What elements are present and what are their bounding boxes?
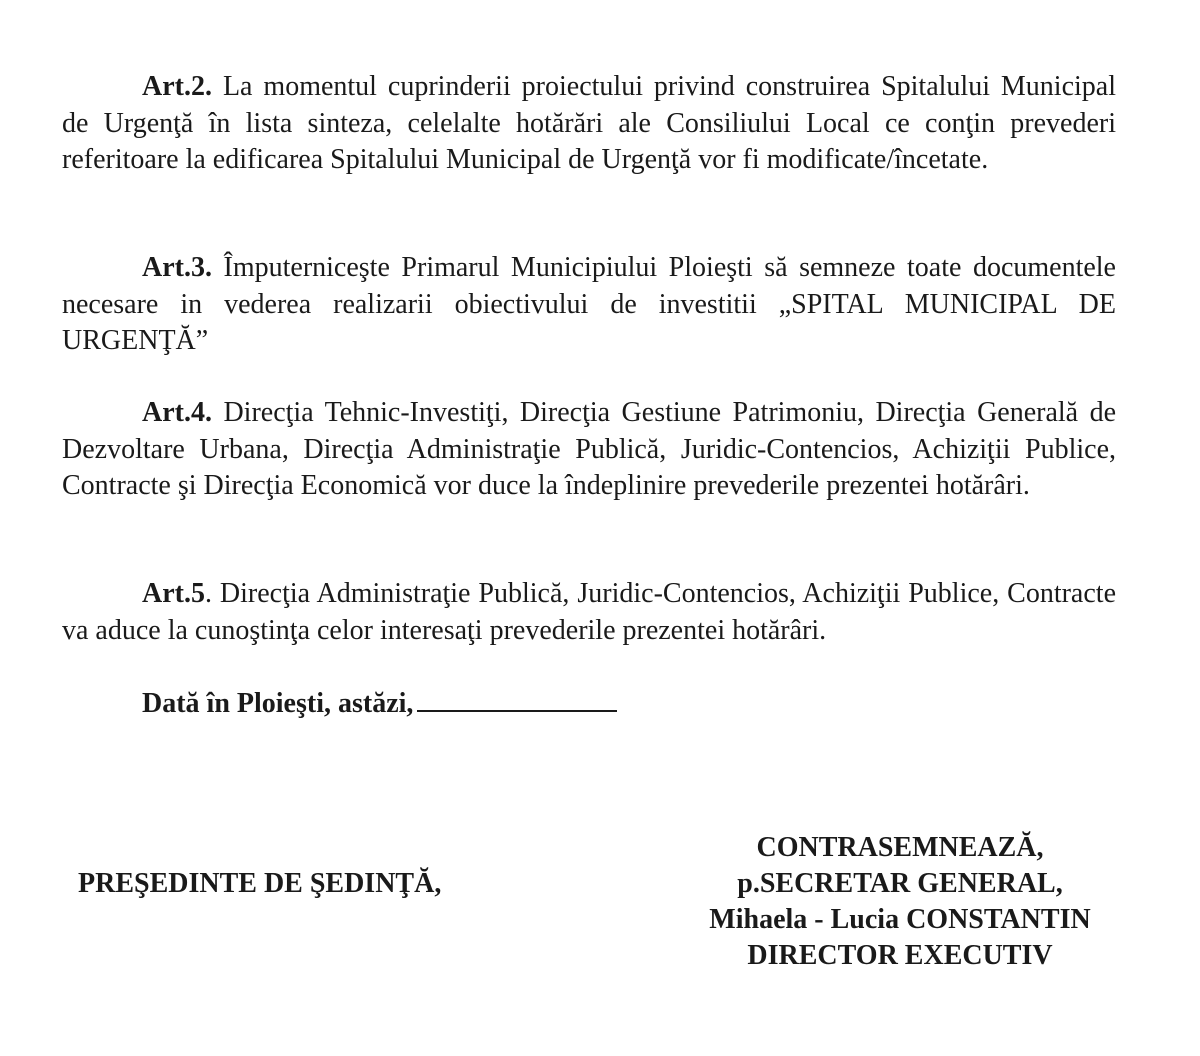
signatory-role: DIRECTOR EXECUTIV xyxy=(747,940,1053,971)
article-4-text: Direcţia Tehnic-Investiţi, Direcţia Gestiune Patrimoniu, Direcţia Generală de Dezvoltare Urbana, Direcţia Administraţie Publică, Juridic-Contencios, Achiziţii Publice, Contracte şi Direcţia Economică vor duce la îndeplinire prevederile prezentei hotărâri. xyxy=(62,397,1116,501)
article-3-label: Art.3. xyxy=(142,252,212,283)
article-5-text: . Direcţia Administraţie Publică, Juridic-Contencios, Achiziţii Publice, Contracte va aduce la cunoştinţa celor interesaţi prevederile prezentei hotărâri. xyxy=(62,578,1116,646)
president-signature-block xyxy=(78,866,441,902)
date-blank-field xyxy=(417,684,617,712)
president-title: PREŞEDINTE DE ŞEDINŢĂ, xyxy=(78,868,442,899)
article-4 xyxy=(62,395,1116,505)
article-2 xyxy=(62,69,1116,179)
article-2-text: La momentul cuprinderii proiectului privind construirea Spitalului Municipal de Urgenţă în lista sinteza, celelalte hotărări ale Consiliului Local ce conţin prevederi referitoare la edificarea Spitalului Municipal de Urgenţă vor fi modificate/încetate. xyxy=(62,71,1116,175)
date-place-text: Dată în Ploieşti, astăzi, xyxy=(142,688,414,719)
article-5-label: Art.5 xyxy=(142,578,205,609)
article-3-text: Împuterniceşte Primarul Municipiului Ploieşti să semneze toate documentele necesare in vederea realizarii obiectivului de investitii „SPITAL MUNICIPAL DE URGENŢĂ” xyxy=(62,252,1116,356)
secretary-title: p.SECRETAR GENERAL, xyxy=(737,868,1063,899)
article-4-label: Art.4. xyxy=(142,397,212,428)
date-place-line xyxy=(142,684,617,722)
signatory-name: Mihaela - Lucia CONSTANTIN xyxy=(709,904,1091,935)
countersign-heading: CONTRASEMNEAZĂ, xyxy=(756,832,1044,863)
countersignature-block xyxy=(660,830,1140,974)
article-2-label: Art.2. xyxy=(142,71,212,102)
article-5 xyxy=(62,576,1116,649)
article-3 xyxy=(62,250,1116,360)
